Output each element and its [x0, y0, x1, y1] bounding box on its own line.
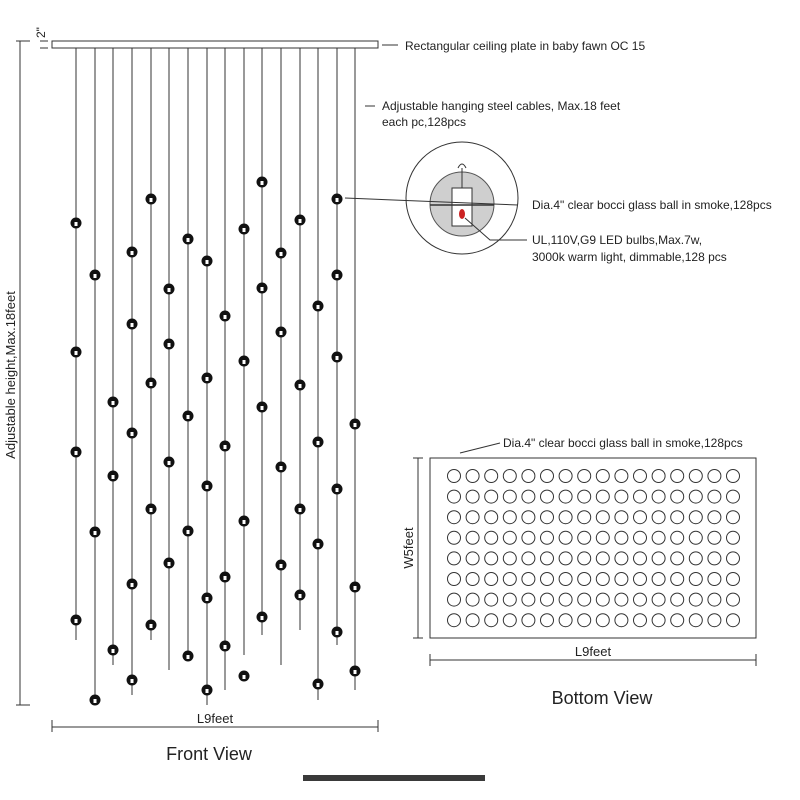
glass-ball-opening [112, 649, 115, 653]
glass-ball-opening [280, 466, 283, 470]
glass-ball-opening [112, 401, 115, 405]
bottom-plate [430, 458, 756, 638]
glass-ball-opening [112, 475, 115, 479]
bottom-view [401, 436, 756, 708]
glass-ball-opening [131, 432, 134, 436]
plate-thickness-label: 2" [34, 27, 48, 38]
glass-ball-opening [317, 543, 320, 547]
glass-ball-opening [336, 274, 339, 278]
page-scroll-bar[interactable] [303, 775, 485, 781]
glass-ball-opening [168, 461, 171, 465]
bottom-view-title: Bottom View [551, 688, 653, 708]
glass-ball-opening [206, 689, 209, 693]
glass-ball-opening [224, 645, 227, 649]
glass-ball-opening [336, 631, 339, 635]
height-label: Adjustable height,Max.18feet [3, 291, 18, 459]
glass-ball-opening [94, 274, 97, 278]
glass-ball-opening [224, 576, 227, 580]
glass-ball-opening [131, 583, 134, 587]
glass-ball-opening [299, 508, 302, 512]
glass-ball-opening [206, 597, 209, 601]
front-length-label: L9feet [196, 711, 234, 726]
detail-ball-label: Dia.4" clear bocci glass ball in smoke,128pcs [532, 198, 772, 212]
glass-ball-opening [206, 485, 209, 489]
glass-ball-opening [261, 287, 264, 291]
bottom-ball-label: Dia.4" clear bocci glass ball in smoke,128pcs [503, 436, 743, 450]
glass-ball-opening [75, 619, 78, 623]
glass-ball-opening [150, 508, 153, 512]
glass-ball-opening [168, 288, 171, 292]
glass-ball-opening [299, 219, 302, 223]
glass-ball-opening [187, 530, 190, 534]
front-view [3, 27, 772, 764]
glass-ball-opening [317, 441, 320, 445]
glass-ball-opening [243, 520, 246, 524]
cables-label-line1: Adjustable hanging steel cables, Max.18 feet [382, 99, 621, 113]
front-view-title: Front View [166, 744, 252, 764]
glass-ball-opening [187, 655, 190, 659]
glass-ball-opening [150, 382, 153, 386]
detail-callout [406, 142, 518, 254]
glass-ball-opening [75, 222, 78, 226]
glass-ball-opening [243, 228, 246, 232]
glass-ball-opening [131, 323, 134, 327]
glass-ball-opening [336, 488, 339, 492]
bottom-width-label: W5feet [401, 527, 416, 569]
glass-ball-opening [206, 260, 209, 264]
glass-ball-opening [317, 305, 320, 309]
glass-ball-opening [336, 356, 339, 360]
bottom-length-label: L9feet [574, 644, 612, 659]
glass-ball-opening [280, 564, 283, 568]
glass-ball-opening [280, 331, 283, 335]
glass-ball-opening [336, 198, 339, 202]
glass-ball-opening [168, 343, 171, 347]
cables-label-line2: each pc,128pcs [382, 115, 467, 129]
glass-ball-opening [354, 586, 357, 590]
glass-ball-opening [206, 377, 209, 381]
glass-ball-opening [280, 252, 283, 256]
glass-ball-opening [75, 451, 78, 455]
glass-ball-opening [354, 423, 357, 427]
glass-ball-opening [168, 562, 171, 566]
glass-ball-opening [299, 384, 302, 388]
glass-ball-opening [317, 683, 320, 687]
glass-ball-opening [243, 360, 246, 364]
glass-ball-opening [261, 181, 264, 185]
glass-ball-opening [150, 198, 153, 202]
glass-ball-opening [131, 679, 134, 683]
glass-ball-opening [75, 351, 78, 355]
glass-ball-opening [299, 594, 302, 598]
glass-ball-opening [94, 531, 97, 535]
glass-ball-opening [243, 675, 246, 679]
ceiling-plate [52, 41, 378, 48]
ceiling-plate-label: Rectangular ceiling plate in baby fawn OC 15 [405, 39, 646, 53]
detail-bulb-label-line2: 3000k warm light, dimmable,128 pcs [532, 250, 727, 264]
glass-ball-opening [131, 251, 134, 255]
glass-ball-opening [187, 238, 190, 242]
detail-socket [452, 188, 472, 226]
glass-ball-opening [261, 406, 264, 410]
detail-bulb-icon [459, 209, 465, 219]
bottom-ball-leader [460, 443, 500, 453]
glass-ball-opening [187, 415, 190, 419]
glass-ball-opening [94, 699, 97, 703]
glass-ball-opening [224, 315, 227, 319]
glass-balls [71, 177, 361, 706]
glass-ball-opening [224, 445, 227, 449]
glass-ball-opening [354, 670, 357, 674]
detail-bulb-label-line1: UL,110V,G9 LED bulbs,Max.7w, [532, 233, 703, 247]
hanging-cables [76, 48, 355, 705]
glass-ball-opening [150, 624, 153, 628]
glass-ball-opening [261, 616, 264, 620]
